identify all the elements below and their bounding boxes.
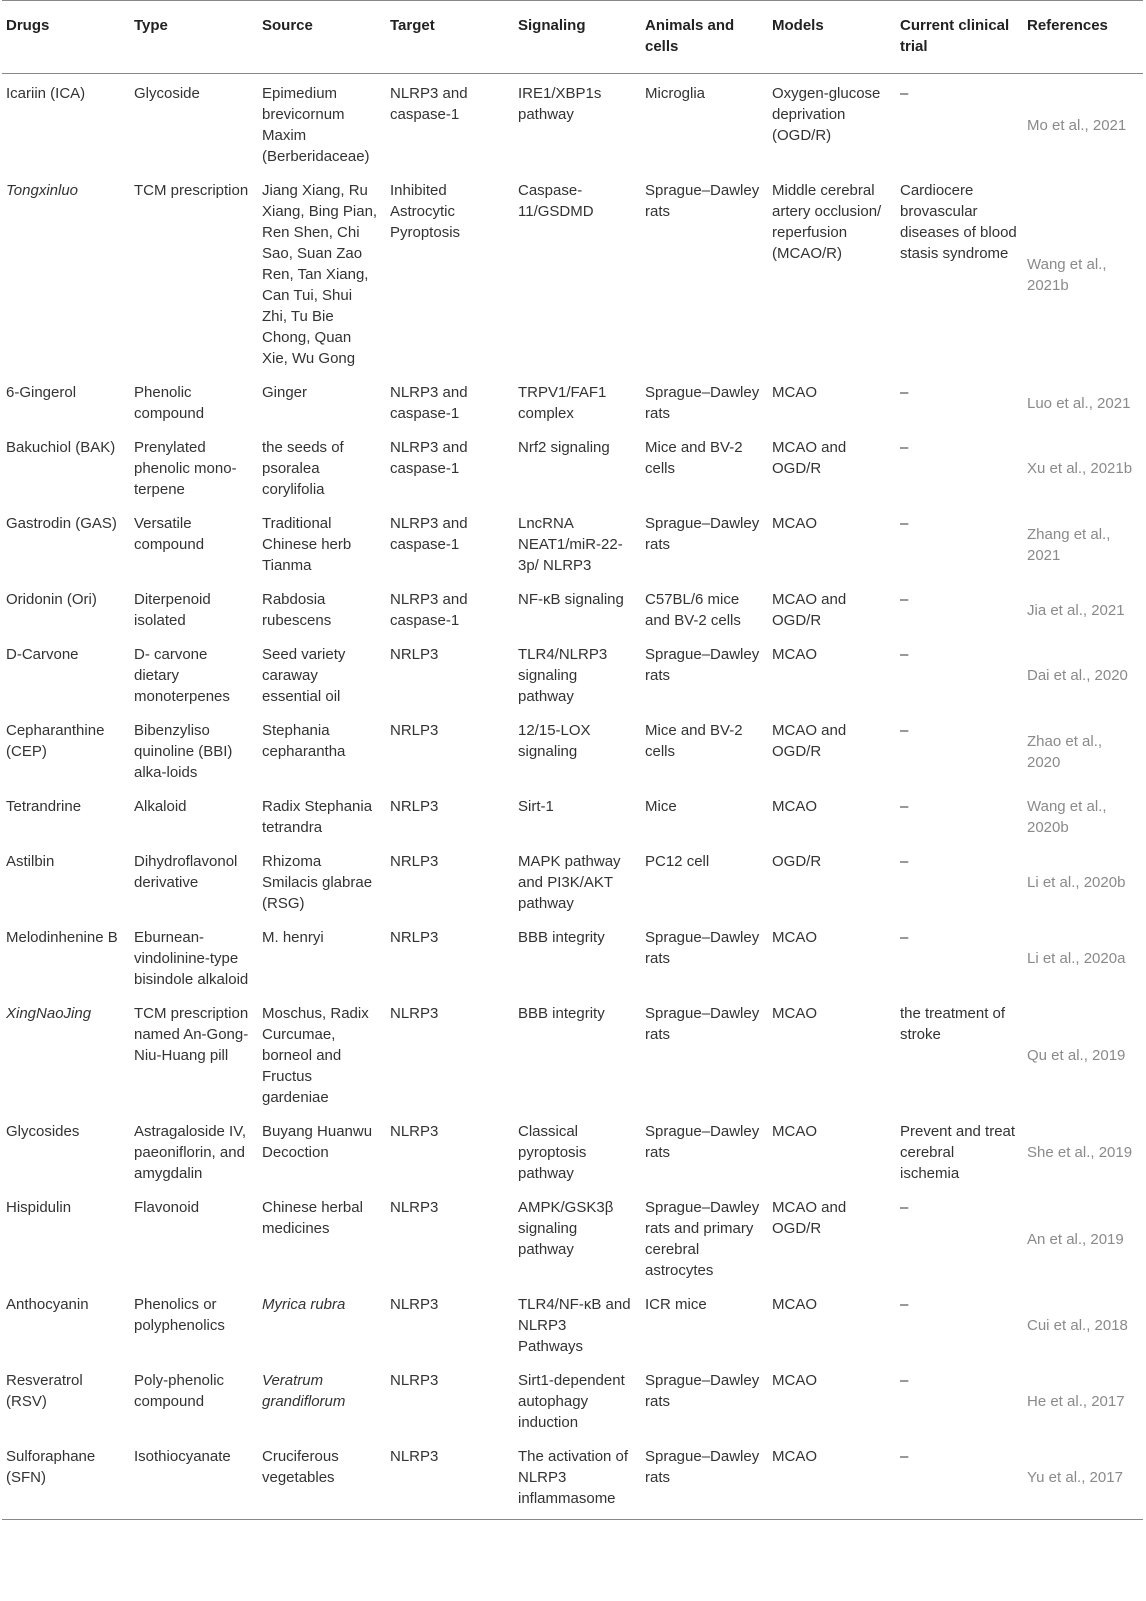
table-row — [2, 994, 1143, 1112]
cell-signaling: Sirt-1 — [518, 798, 554, 815]
cell-animals: Sprague–Dawley rats — [645, 384, 760, 422]
table-row — [2, 787, 1143, 842]
cell-type: Flavonoid — [134, 1199, 200, 1216]
cell-target: NLRP3 — [390, 1199, 439, 1216]
drugs-table — [2, 0, 1143, 1520]
cell-type: Dihydroflavonol derivative — [134, 853, 238, 891]
header-drugs: Drugs — [2, 1, 130, 74]
cell-models: OGD/R — [772, 853, 822, 870]
cell-drug: Sulforaphane (SFN) — [2, 1437, 130, 1520]
cell-type: TCM prescription named An-Gong-Niu-Huang pill — [134, 1005, 249, 1064]
cell-signaling: AMPK/GSK3β signaling pathway — [518, 1199, 614, 1258]
cell-reference[interactable]: Li et al., 2020a — [1027, 950, 1126, 967]
cell-trial: – — [900, 591, 909, 608]
cell-trial: – — [900, 929, 909, 946]
cell-drug: Oridonin (Ori) — [6, 591, 97, 608]
cell-signaling: Nrf2 signaling — [518, 439, 610, 456]
cell-signaling: TLR4/NLRP3 signaling pathway — [518, 646, 608, 705]
cell-target: NLRP3 — [390, 1372, 439, 1389]
cell-trial: – — [900, 798, 909, 815]
cell-models: MCAO — [772, 929, 817, 946]
cell-reference[interactable]: Yu et al., 2017 — [1023, 1437, 1143, 1520]
cell-target: NLRP3 and caspase-1 — [390, 515, 468, 553]
cell-signaling: 12/15-LOX signaling — [518, 722, 591, 760]
table-row — [2, 74, 1143, 172]
cell-signaling: TRPV1/FAF1 complex — [518, 384, 607, 422]
table-header — [2, 1, 1143, 74]
table-row — [2, 1285, 1143, 1361]
cell-reference[interactable]: Luo et al., 2021 — [1027, 394, 1131, 412]
table-row — [2, 711, 1143, 787]
cell-type: Versatile compound — [134, 515, 205, 553]
cell-models: MCAO and OGD/R — [772, 722, 847, 760]
header-animals-cells: Animals and cells — [641, 1, 768, 74]
cell-type: D- carvone dietary monoterpenes — [134, 646, 230, 705]
cell-type: Phenolic compound — [134, 384, 205, 422]
header-models: Models — [768, 1, 896, 74]
cell-target: NRLP3 — [390, 798, 439, 815]
cell-drug: Bakuchiol (BAK) — [6, 439, 116, 456]
cell-type: Astragaloside IV, paeoniflorin, and amygdalin — [134, 1123, 247, 1182]
cell-type: Eburnean-vindolinine-type bisindole alkaloid — [134, 929, 249, 988]
cell-source: M. henryi — [262, 929, 324, 946]
cell-target: NLRP3 — [390, 1005, 439, 1022]
cell-drug: Anthocyanin — [6, 1296, 89, 1313]
table-row — [2, 1112, 1143, 1188]
cell-drug: XingNaoJing — [6, 1005, 92, 1022]
cell-target: NRLP3 — [390, 722, 439, 739]
cell-source: Buyang Huanwu Decoction — [262, 1123, 373, 1161]
cell-source: Cruciferous vegetables — [258, 1437, 386, 1520]
cell-source: Rabdosia rubescens — [262, 591, 332, 629]
cell-type: Glycoside — [134, 85, 200, 102]
cell-animals: C57BL/6 mice and BV-2 cells — [645, 591, 741, 629]
cell-source: Moschus, Radix Curcumae, borneol and Fructus gardeniae — [262, 1005, 369, 1106]
cell-animals: Mice and BV-2 cells — [645, 722, 743, 760]
cell-source: Radix Stephania tetrandra — [262, 798, 373, 836]
cell-target: NLRP3 — [386, 1437, 514, 1520]
cell-animals: Sprague–Dawley rats — [641, 1437, 768, 1520]
cell-drug: Glycosides — [6, 1123, 80, 1140]
cell-target: NLRP3 — [390, 1296, 439, 1313]
cell-target: NLRP3 and caspase-1 — [390, 439, 468, 477]
cell-models: MCAO — [772, 1296, 817, 1313]
cell-drug: Melodinhenine B — [6, 929, 118, 946]
cell-trial: – — [900, 646, 909, 663]
cell-models: MCAO — [772, 798, 817, 815]
cell-trial: the treatment of stroke — [900, 1005, 1006, 1043]
cell-reference[interactable]: He et al., 2017 — [1027, 1393, 1125, 1410]
cell-trial: – — [900, 1372, 909, 1389]
cell-trial: – — [900, 515, 909, 532]
cell-models: MCAO and OGD/R — [772, 439, 847, 477]
cell-models: MCAO — [772, 1372, 817, 1389]
cell-type: TCM prescription — [134, 182, 249, 199]
cell-trial: – — [900, 1199, 909, 1216]
table-row — [2, 504, 1143, 580]
cell-target: NRLP3 — [390, 929, 439, 946]
cell-trial: – — [900, 722, 909, 739]
cell-animals: Mice and BV-2 cells — [645, 439, 743, 477]
cell-target: Inhibited Astrocytic Pyroptosis — [390, 182, 461, 241]
cell-reference[interactable]: Wang et al., 2021b — [1027, 255, 1107, 294]
cell-type: Diterpenoid isolated — [134, 591, 211, 629]
cell-models: Oxygen-glucose deprivation (OGD/R) — [772, 85, 881, 144]
cell-reference[interactable]: Wang et al., 2020b — [1027, 798, 1107, 836]
cell-reference[interactable]: Jia et al., 2021 — [1027, 601, 1125, 619]
cell-source: Veratrum grandiflorum — [262, 1372, 346, 1410]
table-row — [2, 428, 1143, 504]
cell-animals: Sprague–Dawley rats — [645, 646, 760, 684]
header-source: Source — [258, 1, 386, 74]
cell-trial: – — [900, 384, 909, 401]
cell-target: NRLP3 — [390, 646, 439, 663]
cell-drug: Tongxinluo — [6, 182, 79, 199]
cell-reference[interactable]: She et al., 2019 — [1027, 1144, 1133, 1161]
cell-animals: ICR mice — [645, 1296, 707, 1313]
header-target: Target — [386, 1, 514, 74]
cell-animals: Mice — [645, 798, 677, 815]
cell-source: Seed variety caraway essential oil — [262, 646, 346, 705]
cell-drug: D-Carvone — [6, 646, 79, 663]
table-row — [2, 1437, 1143, 1520]
cell-source: Chinese herbal medicines — [262, 1199, 363, 1237]
cell-signaling: TLR4/NF-κB and NLRP3 Pathways — [518, 1296, 631, 1355]
cell-trial: – — [900, 853, 909, 870]
header-type: Type — [130, 1, 258, 74]
cell-animals: Sprague–Dawley rats — [645, 1005, 760, 1043]
cell-type: Poly-phenolic compound — [134, 1372, 225, 1410]
cell-reference[interactable]: Dai et al., 2020 — [1027, 667, 1128, 684]
table-body — [2, 74, 1143, 1520]
table-row — [2, 1361, 1143, 1437]
table-row — [2, 635, 1143, 711]
cell-type: Isothiocyanate — [130, 1437, 258, 1520]
cell-animals: Sprague–Dawley rats — [645, 1372, 760, 1410]
cell-models: MCAO and OGD/R — [772, 1199, 847, 1237]
cell-type: Alkaloid — [134, 798, 187, 815]
cell-type: Bibenzyliso quinoline (BBI) alka-loids — [134, 722, 233, 781]
cell-models: MCAO — [772, 515, 817, 532]
cell-source: Stephania cepharantha — [262, 722, 346, 760]
cell-target: NLRP3 and caspase-1 — [390, 384, 468, 422]
cell-source: Myrica rubra — [262, 1296, 346, 1313]
cell-source: Traditional Chinese herb Tianma — [262, 515, 352, 574]
cell-source: Jiang Xiang, Ru Xiang, Bing Pian, Ren Shen, Chi Sao, Suan Zao Ren, Tan Xiang, Can Tui, Shui Zhi, Tu Bie Chong, Quan Xie, Wu Gong — [262, 182, 378, 367]
cell-drug: Resveratrol (RSV) — [6, 1372, 83, 1410]
cell-signaling: The activation of NLRP3 inflammasome — [514, 1437, 641, 1520]
table-row — [2, 918, 1143, 994]
cell-drug: Tetrandrine — [6, 798, 82, 815]
cell-reference[interactable]: Mo et al., 2021 — [1027, 116, 1127, 134]
header-references: References — [1023, 1, 1143, 74]
cell-reference[interactable]: Li et al., 2020b — [1027, 874, 1126, 891]
table-row — [2, 1188, 1143, 1285]
cell-signaling: BBB integrity — [518, 1005, 605, 1022]
cell-drug: Gastrodin (GAS) — [6, 515, 117, 532]
cell-source: the seeds of psoralea corylifolia — [262, 439, 344, 498]
cell-animals: Sprague–Dawley rats — [645, 182, 760, 220]
cell-type: Prenylated phenolic mono-terpene — [134, 439, 237, 498]
cell-target: NLRP3 and caspase-1 — [390, 85, 468, 123]
cell-trial: Cardiocere brovascular diseases of blood stasis syndrome — [900, 182, 1017, 262]
cell-target: NRLP3 — [390, 853, 439, 870]
cell-source: Ginger — [262, 384, 308, 401]
cell-drug: Cepharanthine (CEP) — [6, 722, 105, 760]
header-signaling: Signaling — [514, 1, 641, 74]
cell-drug: Astilbin — [6, 853, 55, 870]
cell-models: Middle cerebral artery occlusion/ reperfusion (MCAO/R) — [772, 182, 882, 262]
cell-trial: – — [900, 1296, 909, 1313]
cell-reference[interactable]: Xu et al., 2021b — [1027, 460, 1133, 477]
cell-models: MCAO — [768, 1437, 896, 1520]
cell-animals: Sprague–Dawley rats — [645, 1123, 760, 1161]
cell-target: NLRP3 and caspase-1 — [390, 591, 468, 629]
cell-models: MCAO — [772, 1005, 817, 1022]
cell-reference[interactable]: An et al., 2019 — [1027, 1230, 1124, 1248]
cell-reference[interactable]: Zhao et al., 2020 — [1027, 732, 1103, 771]
cell-drug: Hispidulin — [6, 1199, 72, 1216]
cell-models: MCAO — [772, 384, 817, 401]
cell-signaling: Sirt1-dependent autophagy induction — [518, 1372, 625, 1431]
cell-models: MCAO — [772, 1123, 817, 1140]
cell-reference[interactable]: Zhang et al., 2021 — [1027, 525, 1111, 564]
cell-signaling: BBB integrity — [518, 929, 605, 946]
cell-signaling: NF-κB signaling — [518, 591, 624, 608]
table-row — [2, 171, 1143, 373]
cell-type: Phenolics or polyphenolics — [134, 1296, 225, 1334]
cell-animals: Sprague–Dawley rats — [645, 929, 760, 967]
cell-target: NLRP3 — [390, 1123, 439, 1140]
table-row — [2, 373, 1143, 428]
cell-trial: – — [900, 439, 909, 456]
cell-drug: 6-Gingerol — [6, 384, 77, 401]
table-row — [2, 580, 1143, 635]
cell-animals: Sprague–Dawley rats and primary cerebral astrocytes — [645, 1199, 760, 1279]
cell-models: MCAO — [772, 646, 817, 663]
cell-source: Epimedium brevicornum Maxim (Berberidaceae) — [262, 85, 370, 165]
cell-reference[interactable]: Qu et al., 2019 — [1027, 1047, 1126, 1064]
cell-signaling: LncRNA NEAT1/miR-22-3p/ NLRP3 — [518, 515, 623, 574]
cell-trial: – — [896, 1437, 1023, 1520]
cell-animals: Sprague–Dawley rats — [645, 515, 760, 553]
cell-trial: Prevent and treat cerebral ischemia — [900, 1123, 1016, 1182]
cell-trial: – — [900, 85, 909, 102]
cell-signaling: Caspase-11/GSDMD — [518, 182, 594, 220]
cell-signaling: IRE1/XBP1s pathway — [518, 85, 602, 123]
cell-reference[interactable]: Cui et al., 2018 — [1027, 1317, 1128, 1334]
cell-signaling: MAPK pathway and PI3K/AKT pathway — [518, 853, 621, 912]
table-row — [2, 842, 1143, 918]
cell-drug: Icariin (ICA) — [6, 85, 86, 102]
cell-animals: Microglia — [645, 85, 706, 102]
cell-signaling: Classical pyroptosis pathway — [518, 1123, 587, 1182]
header-clinical-trial: Current clinical trial — [896, 1, 1023, 74]
cell-animals: PC12 cell — [645, 853, 710, 870]
cell-source: Rhizoma Smilacis glabrae (RSG) — [262, 853, 373, 912]
cell-models: MCAO and OGD/R — [772, 591, 847, 629]
